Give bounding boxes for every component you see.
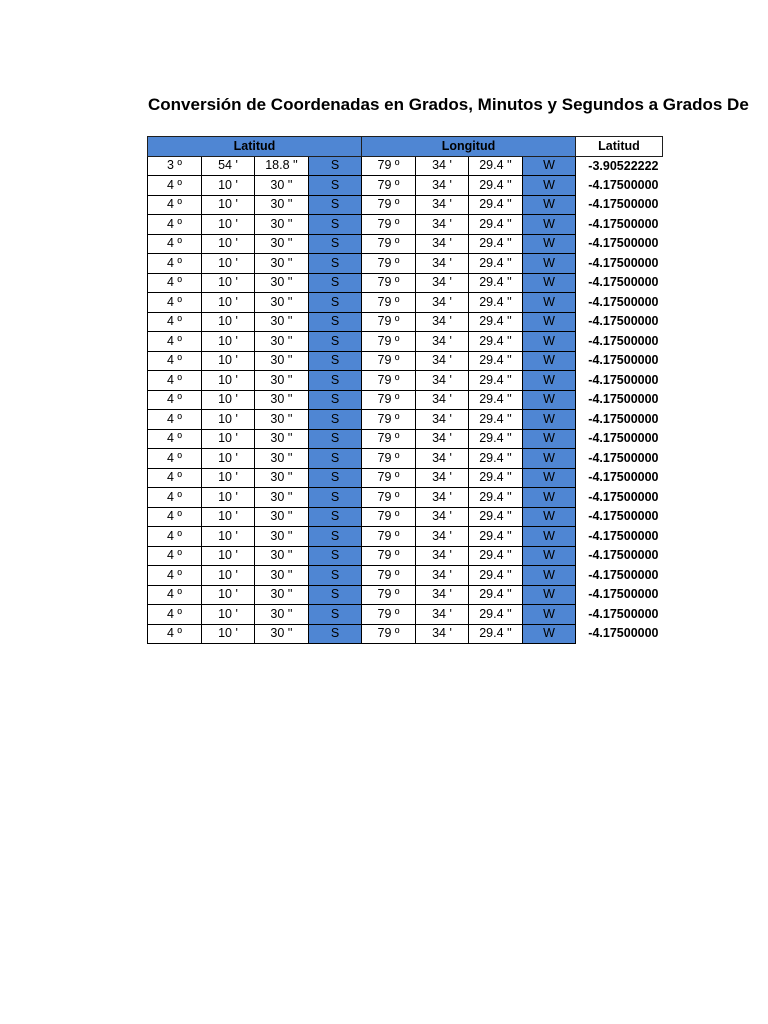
lat-seconds-cell: 30 '' bbox=[255, 390, 309, 410]
lon-seconds-cell: 29.4 '' bbox=[469, 351, 523, 371]
decimal-latitude-cell: -4.17500000 bbox=[588, 431, 659, 446]
lon-seconds-cell: 29.4 '' bbox=[469, 390, 523, 410]
lat-minutes-cell: 10 ' bbox=[202, 429, 255, 449]
lon-minutes-cell: 34 ' bbox=[416, 429, 469, 449]
table-row bbox=[148, 390, 663, 410]
lat-seconds-cell: 30 '' bbox=[255, 468, 309, 488]
lon-minutes-cell: 34 ' bbox=[416, 332, 469, 352]
lat-direction-cell: S bbox=[309, 468, 362, 488]
lat-degrees-cell: 4 º bbox=[148, 488, 202, 508]
lon-minutes-cell: 34 ' bbox=[416, 585, 469, 605]
lat-minutes-cell: 10 ' bbox=[202, 449, 255, 469]
lat-direction-cell: S bbox=[309, 371, 362, 391]
table-row bbox=[148, 468, 663, 488]
lat-seconds-cell: 30 '' bbox=[255, 527, 309, 547]
decimal-latitude-cell: -4.17500000 bbox=[588, 372, 659, 387]
lon-seconds-cell: 29.4 '' bbox=[469, 215, 523, 235]
lon-degrees-cell: 79 º bbox=[362, 332, 416, 352]
lon-seconds-cell: 29.4 '' bbox=[469, 195, 523, 215]
lon-degrees-cell: 79 º bbox=[362, 371, 416, 391]
lon-degrees-cell: 79 º bbox=[362, 468, 416, 488]
decimal-latitude-cell: -4.17500000 bbox=[588, 333, 659, 348]
lon-direction-cell: W bbox=[523, 624, 576, 644]
lat-seconds-cell: 30 '' bbox=[255, 566, 309, 586]
lat-direction-cell: S bbox=[309, 312, 362, 332]
table-row bbox=[148, 566, 663, 586]
lat-degrees-cell: 4 º bbox=[148, 527, 202, 547]
table-row bbox=[148, 351, 663, 371]
lat-degrees-cell: 4 º bbox=[148, 449, 202, 469]
lon-degrees-cell: 79 º bbox=[362, 195, 416, 215]
lat-minutes-cell: 10 ' bbox=[202, 254, 255, 274]
lat-minutes-cell: 10 ' bbox=[202, 273, 255, 293]
lon-direction-cell: W bbox=[523, 215, 576, 235]
lat-direction-cell: S bbox=[309, 176, 362, 196]
lat-degrees-cell: 4 º bbox=[148, 624, 202, 644]
lat-direction-cell: S bbox=[309, 585, 362, 605]
lat-degrees-cell: 4 º bbox=[148, 429, 202, 449]
lat-direction-cell: S bbox=[309, 390, 362, 410]
lat-degrees-cell: 4 º bbox=[148, 351, 202, 371]
lat-degrees-cell: 4 º bbox=[148, 507, 202, 527]
lon-direction-cell: W bbox=[523, 254, 576, 274]
lon-direction-cell: W bbox=[523, 468, 576, 488]
lat-direction-cell: S bbox=[309, 254, 362, 274]
lon-degrees-cell: 79 º bbox=[362, 585, 416, 605]
lon-minutes-cell: 34 ' bbox=[416, 390, 469, 410]
lon-seconds-cell: 29.4 '' bbox=[469, 605, 523, 625]
lat-direction-cell: S bbox=[309, 215, 362, 235]
lon-direction-cell: W bbox=[523, 390, 576, 410]
lat-degrees-cell: 4 º bbox=[148, 234, 202, 254]
lon-seconds-cell: 29.4 '' bbox=[469, 371, 523, 391]
lon-seconds-cell: 29.4 '' bbox=[469, 566, 523, 586]
lat-degrees-cell: 4 º bbox=[148, 312, 202, 332]
decimal-latitude-cell: -4.17500000 bbox=[588, 255, 659, 270]
lat-direction-cell: S bbox=[309, 546, 362, 566]
coordinates-table bbox=[147, 136, 663, 644]
lat-seconds-cell: 30 '' bbox=[255, 312, 309, 332]
table-row bbox=[148, 254, 663, 274]
lon-seconds-cell: 29.4 '' bbox=[469, 254, 523, 274]
lat-degrees-cell: 4 º bbox=[148, 332, 202, 352]
decimal-latitude-cell: -4.17500000 bbox=[588, 216, 659, 231]
lon-direction-cell: W bbox=[523, 449, 576, 469]
table-row bbox=[148, 371, 663, 391]
lat-minutes-cell: 10 ' bbox=[202, 215, 255, 235]
lat-degrees-cell: 4 º bbox=[148, 195, 202, 215]
lon-seconds-cell: 29.4 '' bbox=[469, 332, 523, 352]
table-row bbox=[148, 527, 663, 547]
lat-minutes-cell: 10 ' bbox=[202, 351, 255, 371]
lon-degrees-cell: 79 º bbox=[362, 624, 416, 644]
decimal-latitude-cell: -4.17500000 bbox=[588, 489, 659, 504]
decimal-latitude-cell: -4.17500000 bbox=[588, 411, 659, 426]
decimal-latitude-cell: -4.17500000 bbox=[588, 626, 659, 641]
lat-minutes-cell: 10 ' bbox=[202, 332, 255, 352]
lon-degrees-cell: 79 º bbox=[362, 156, 416, 176]
lat-degrees-cell: 4 º bbox=[148, 410, 202, 430]
lon-minutes-cell: 34 ' bbox=[416, 488, 469, 508]
decimal-latitude-cell: -4.17500000 bbox=[588, 294, 659, 309]
lon-direction-cell: W bbox=[523, 527, 576, 547]
lon-seconds-cell: 29.4 '' bbox=[469, 624, 523, 644]
decimal-latitude-cell: -4.17500000 bbox=[588, 567, 659, 582]
lat-seconds-cell: 30 '' bbox=[255, 488, 309, 508]
lon-direction-cell: W bbox=[523, 176, 576, 196]
decimal-latitude-cell: -4.17500000 bbox=[588, 450, 659, 465]
lat-seconds-cell: 30 '' bbox=[255, 546, 309, 566]
lat-minutes-cell: 10 ' bbox=[202, 390, 255, 410]
decimal-latitude-cell: -4.17500000 bbox=[588, 177, 659, 192]
lon-direction-cell: W bbox=[523, 546, 576, 566]
decimal-latitude-cell: -3.90522222 bbox=[588, 158, 659, 173]
lon-seconds-cell: 29.4 '' bbox=[469, 176, 523, 196]
lat-degrees-cell: 4 º bbox=[148, 585, 202, 605]
lat-seconds-cell: 30 '' bbox=[255, 332, 309, 352]
lat-degrees-cell: 4 º bbox=[148, 293, 202, 313]
lat-seconds-cell: 30 '' bbox=[255, 449, 309, 469]
lat-seconds-cell: 30 '' bbox=[255, 351, 309, 371]
lon-degrees-cell: 79 º bbox=[362, 351, 416, 371]
lat-seconds-cell: 30 '' bbox=[255, 371, 309, 391]
lat-seconds-cell: 30 '' bbox=[255, 234, 309, 254]
lat-minutes-cell: 10 ' bbox=[202, 624, 255, 644]
lon-minutes-cell: 34 ' bbox=[416, 546, 469, 566]
lat-minutes-cell: 10 ' bbox=[202, 585, 255, 605]
lon-degrees-cell: 79 º bbox=[362, 293, 416, 313]
lon-minutes-cell: 34 ' bbox=[416, 507, 469, 527]
lon-seconds-cell: 29.4 '' bbox=[469, 234, 523, 254]
lat-minutes-cell: 10 ' bbox=[202, 176, 255, 196]
lon-degrees-cell: 79 º bbox=[362, 176, 416, 196]
table-row bbox=[148, 546, 663, 566]
lon-degrees-cell: 79 º bbox=[362, 566, 416, 586]
lat-degrees-cell: 4 º bbox=[148, 371, 202, 391]
lon-seconds-cell: 29.4 '' bbox=[469, 507, 523, 527]
lon-seconds-cell: 29.4 '' bbox=[469, 293, 523, 313]
lat-degrees-cell: 3 º bbox=[148, 156, 202, 176]
decimal-latitude-cell: -4.17500000 bbox=[588, 509, 659, 524]
lat-degrees-cell: 4 º bbox=[148, 546, 202, 566]
lat-seconds-cell: 30 '' bbox=[255, 410, 309, 430]
lon-direction-cell: W bbox=[523, 410, 576, 430]
lon-degrees-cell: 79 º bbox=[362, 273, 416, 293]
lat-seconds-cell: 30 '' bbox=[255, 624, 309, 644]
lon-minutes-cell: 34 ' bbox=[416, 371, 469, 391]
lat-seconds-cell: 30 '' bbox=[255, 215, 309, 235]
lat-seconds-cell: 30 '' bbox=[255, 195, 309, 215]
lon-degrees-cell: 79 º bbox=[362, 254, 416, 274]
lat-minutes-cell: 10 ' bbox=[202, 546, 255, 566]
lat-degrees-cell: 4 º bbox=[148, 566, 202, 586]
lat-minutes-cell: 10 ' bbox=[202, 371, 255, 391]
lat-seconds-cell: 30 '' bbox=[255, 429, 309, 449]
lat-direction-cell: S bbox=[309, 488, 362, 508]
lon-direction-cell: W bbox=[523, 429, 576, 449]
lon-seconds-cell: 29.4 '' bbox=[469, 527, 523, 547]
lon-degrees-cell: 79 º bbox=[362, 507, 416, 527]
table-row bbox=[148, 605, 663, 625]
lat-direction-cell: S bbox=[309, 624, 362, 644]
latitud-header: Latitud bbox=[148, 137, 362, 157]
decimal-latitude-cell: -4.17500000 bbox=[588, 548, 659, 563]
lat-minutes-cell: 10 ' bbox=[202, 312, 255, 332]
lat-direction-cell: S bbox=[309, 351, 362, 371]
lat-degrees-cell: 4 º bbox=[148, 605, 202, 625]
lat-seconds-cell: 30 '' bbox=[255, 176, 309, 196]
decimal-latitude-cell: -4.17500000 bbox=[588, 528, 659, 543]
lon-minutes-cell: 34 ' bbox=[416, 156, 469, 176]
lat-minutes-cell: 10 ' bbox=[202, 468, 255, 488]
table-row bbox=[148, 429, 663, 449]
lon-minutes-cell: 34 ' bbox=[416, 195, 469, 215]
table-row bbox=[148, 312, 663, 332]
lon-seconds-cell: 29.4 '' bbox=[469, 312, 523, 332]
lat-seconds-cell: 30 '' bbox=[255, 585, 309, 605]
lon-direction-cell: W bbox=[523, 488, 576, 508]
lat-direction-cell: S bbox=[309, 429, 362, 449]
lon-minutes-cell: 34 ' bbox=[416, 566, 469, 586]
table-body bbox=[148, 137, 663, 644]
lon-seconds-cell: 29.4 '' bbox=[469, 546, 523, 566]
table-row bbox=[148, 585, 663, 605]
decimal-latitude-cell: -4.17500000 bbox=[588, 587, 659, 602]
lon-seconds-cell: 29.4 '' bbox=[469, 410, 523, 430]
lon-direction-cell: W bbox=[523, 332, 576, 352]
decimal-latitude-cell: -4.17500000 bbox=[588, 470, 659, 485]
lon-minutes-cell: 34 ' bbox=[416, 234, 469, 254]
lon-seconds-cell: 29.4 '' bbox=[469, 449, 523, 469]
lon-degrees-cell: 79 º bbox=[362, 488, 416, 508]
lat-seconds-cell: 18.8 '' bbox=[255, 156, 309, 176]
lon-direction-cell: W bbox=[523, 156, 576, 176]
lat-seconds-cell: 30 '' bbox=[255, 254, 309, 274]
table-row bbox=[148, 156, 663, 176]
lon-minutes-cell: 34 ' bbox=[416, 527, 469, 547]
lon-seconds-cell: 29.4 '' bbox=[469, 585, 523, 605]
lon-direction-cell: W bbox=[523, 371, 576, 391]
table-row bbox=[148, 234, 663, 254]
lon-degrees-cell: 79 º bbox=[362, 546, 416, 566]
lon-degrees-cell: 79 º bbox=[362, 527, 416, 547]
lat-minutes-cell: 10 ' bbox=[202, 293, 255, 313]
lat-direction-cell: S bbox=[309, 332, 362, 352]
table-row bbox=[148, 410, 663, 430]
lon-direction-cell: W bbox=[523, 605, 576, 625]
lat-minutes-cell: 10 ' bbox=[202, 234, 255, 254]
result-latitud-header: Latitud bbox=[576, 137, 663, 157]
table-row bbox=[148, 195, 663, 215]
decimal-latitude-cell: -4.17500000 bbox=[588, 275, 659, 290]
table-row bbox=[148, 176, 663, 196]
lon-degrees-cell: 79 º bbox=[362, 215, 416, 235]
lat-seconds-cell: 30 '' bbox=[255, 507, 309, 527]
lon-minutes-cell: 34 ' bbox=[416, 449, 469, 469]
lon-direction-cell: W bbox=[523, 585, 576, 605]
lat-direction-cell: S bbox=[309, 293, 362, 313]
lat-minutes-cell: 10 ' bbox=[202, 410, 255, 430]
lon-degrees-cell: 79 º bbox=[362, 234, 416, 254]
lon-direction-cell: W bbox=[523, 195, 576, 215]
lat-degrees-cell: 4 º bbox=[148, 254, 202, 274]
decimal-latitude-cell: -4.17500000 bbox=[588, 606, 659, 621]
lat-direction-cell: S bbox=[309, 234, 362, 254]
lat-degrees-cell: 4 º bbox=[148, 273, 202, 293]
lon-direction-cell: W bbox=[523, 312, 576, 332]
table-row bbox=[148, 215, 663, 235]
table-row bbox=[148, 488, 663, 508]
lat-direction-cell: S bbox=[309, 195, 362, 215]
lat-direction-cell: S bbox=[309, 507, 362, 527]
decimal-latitude-cell: -4.17500000 bbox=[588, 236, 659, 251]
table-row bbox=[148, 507, 663, 527]
lat-direction-cell: S bbox=[309, 527, 362, 547]
lon-seconds-cell: 29.4 '' bbox=[469, 429, 523, 449]
lon-minutes-cell: 34 ' bbox=[416, 254, 469, 274]
lon-degrees-cell: 79 º bbox=[362, 605, 416, 625]
lon-minutes-cell: 34 ' bbox=[416, 176, 469, 196]
lat-degrees-cell: 4 º bbox=[148, 468, 202, 488]
table-row bbox=[148, 624, 663, 644]
lon-seconds-cell: 29.4 '' bbox=[469, 156, 523, 176]
lat-seconds-cell: 30 '' bbox=[255, 273, 309, 293]
lon-direction-cell: W bbox=[523, 234, 576, 254]
lat-seconds-cell: 30 '' bbox=[255, 605, 309, 625]
lat-direction-cell: S bbox=[309, 156, 362, 176]
decimal-latitude-cell: -4.17500000 bbox=[588, 197, 659, 212]
lat-direction-cell: S bbox=[309, 605, 362, 625]
lat-direction-cell: S bbox=[309, 273, 362, 293]
decimal-latitude-cell: -4.17500000 bbox=[588, 392, 659, 407]
lon-minutes-cell: 34 ' bbox=[416, 215, 469, 235]
decimal-latitude-cell: -4.17500000 bbox=[588, 353, 659, 368]
lon-degrees-cell: 79 º bbox=[362, 449, 416, 469]
header-row bbox=[148, 137, 663, 157]
lon-seconds-cell: 29.4 '' bbox=[469, 273, 523, 293]
lon-direction-cell: W bbox=[523, 351, 576, 371]
lat-direction-cell: S bbox=[309, 449, 362, 469]
table-row bbox=[148, 449, 663, 469]
lon-degrees-cell: 79 º bbox=[362, 429, 416, 449]
lon-seconds-cell: 29.4 '' bbox=[469, 468, 523, 488]
page-title: Conversión de Coordenadas en Grados, Minutos y Segundos a Grados De bbox=[148, 95, 749, 114]
lon-minutes-cell: 34 ' bbox=[416, 273, 469, 293]
lat-degrees-cell: 4 º bbox=[148, 390, 202, 410]
lat-direction-cell: S bbox=[309, 410, 362, 430]
lat-minutes-cell: 54 ' bbox=[202, 156, 255, 176]
lon-minutes-cell: 34 ' bbox=[416, 468, 469, 488]
lon-minutes-cell: 34 ' bbox=[416, 351, 469, 371]
lat-minutes-cell: 10 ' bbox=[202, 507, 255, 527]
table-row bbox=[148, 332, 663, 352]
lat-minutes-cell: 10 ' bbox=[202, 527, 255, 547]
lat-degrees-cell: 4 º bbox=[148, 215, 202, 235]
table-row bbox=[148, 273, 663, 293]
lat-minutes-cell: 10 ' bbox=[202, 195, 255, 215]
lon-direction-cell: W bbox=[523, 566, 576, 586]
lat-minutes-cell: 10 ' bbox=[202, 605, 255, 625]
lon-minutes-cell: 34 ' bbox=[416, 605, 469, 625]
lat-minutes-cell: 10 ' bbox=[202, 488, 255, 508]
lon-direction-cell: W bbox=[523, 507, 576, 527]
lon-seconds-cell: 29.4 '' bbox=[469, 488, 523, 508]
table-row bbox=[148, 293, 663, 313]
lon-minutes-cell: 34 ' bbox=[416, 410, 469, 430]
lon-degrees-cell: 79 º bbox=[362, 410, 416, 430]
lon-degrees-cell: 79 º bbox=[362, 390, 416, 410]
lat-direction-cell: S bbox=[309, 566, 362, 586]
longitud-header: Longitud bbox=[362, 137, 576, 157]
lat-degrees-cell: 4 º bbox=[148, 176, 202, 196]
lat-seconds-cell: 30 '' bbox=[255, 293, 309, 313]
lon-minutes-cell: 34 ' bbox=[416, 624, 469, 644]
lon-direction-cell: W bbox=[523, 293, 576, 313]
lon-direction-cell: W bbox=[523, 273, 576, 293]
decimal-latitude-cell: -4.17500000 bbox=[588, 314, 659, 329]
lat-minutes-cell: 10 ' bbox=[202, 566, 255, 586]
lon-degrees-cell: 79 º bbox=[362, 312, 416, 332]
lon-minutes-cell: 34 ' bbox=[416, 312, 469, 332]
lon-minutes-cell: 34 ' bbox=[416, 293, 469, 313]
